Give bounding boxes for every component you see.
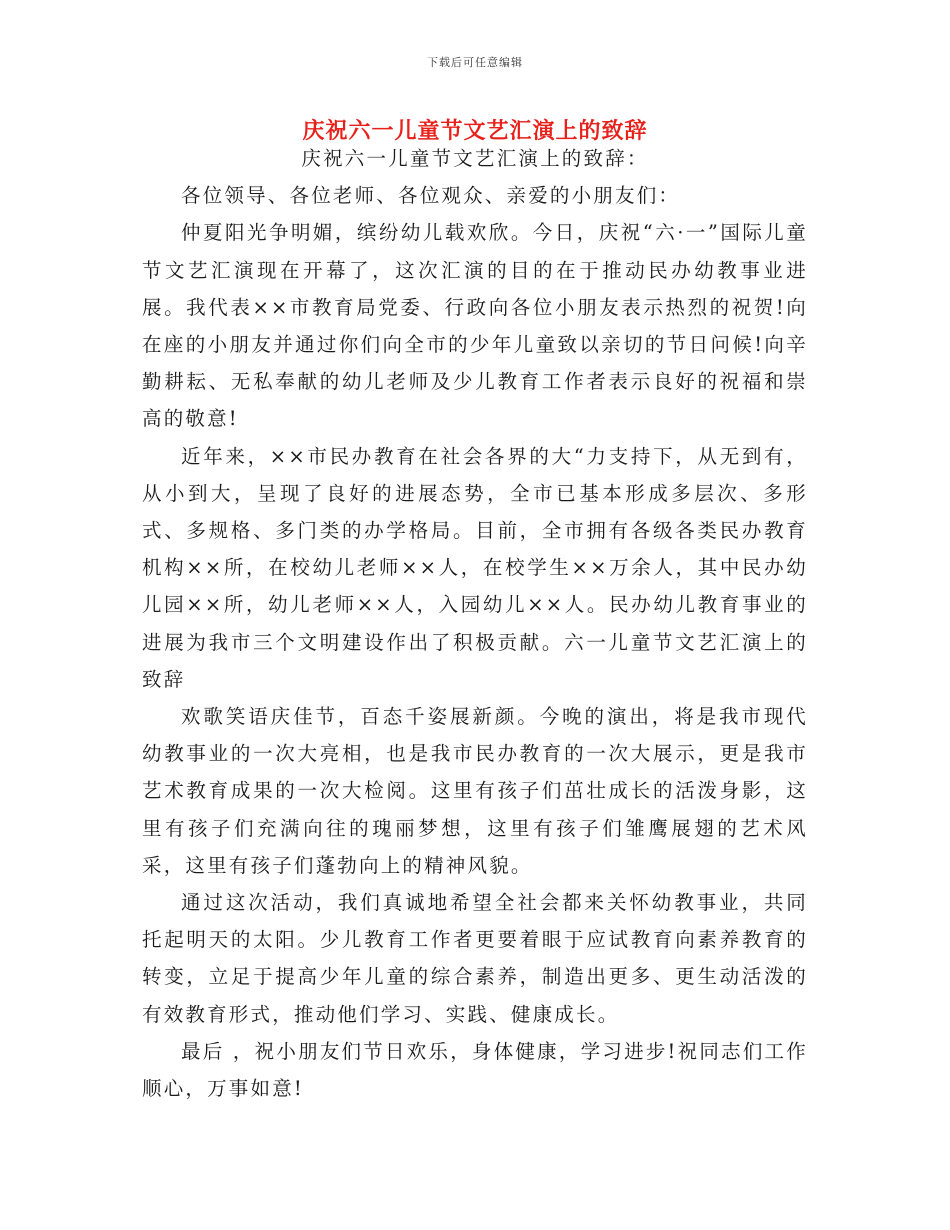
greeting-line: 各位领导、各位老师、各位观众、亲爱的小朋友们： xyxy=(181,184,681,208)
paragraph-development: 近年来，××市民办教育在社会各界的大“力支持下，从无到有，从小到大，呈现了良好的进展态势，全市已基本形成多层次、多形式、多规格、多门类的办学格局。目前，全市拥有各级各类民办教育机构××所，在校幼儿老师××人，在校学生××万余人，其中民办幼儿园××所，幼儿老师××人，入园幼儿××人。民办幼儿教育事业的进展为我市三个文明建设作出了积极贡献。六一儿童节文艺汇演上的致辞 xyxy=(142,444,808,691)
document-title: 庆祝六一儿童节文艺汇演上的致辞 xyxy=(302,118,648,144)
header-note: 下载后可任意编辑 xyxy=(427,56,523,69)
paragraph-appeal: 通过这次活动，我们真诚地希望全社会都来关怀幼教事业，共同托起明天的太阳。少儿教育工作者更要着眼于应试教育向素养教育的转变，立足于提高少年儿童的综合素养，制造出更多、更生动活泼的有效教育形式，推动他们学习、实践、健康成长。 xyxy=(142,891,808,1026)
paragraph-performance: 欢歌笑语庆佳节，百态千姿展新颜。今晚的演出，将是我市现代幼教事业的一次大亮相，也是我市民办教育的一次大展示，更是我市艺术教育成果的一次大检阅。这里有孩子们茁壮成长的活泼身影，这里有孩子们充满向往的瑰丽梦想，这里有孩子们雏鹰展翅的艺术风采，这里有孩子们蓬勃向上的精神风貌。 xyxy=(142,705,808,877)
paragraph-closing: 最后 ，祝小朋友们节日欢乐，身体健康，学习进步!祝同志们工作顺心，万事如意! xyxy=(142,1039,808,1101)
paragraph-opening: 仲夏阳光争明媚，缤纷幼儿载欢欣。今日，庆祝“六·一”国际儿童节文艺汇演现在开幕了，这次汇演的目的在于推动民办幼教事业进展。我代表××市教育局党委、行政向各位小朋友表示热烈的祝贺!向在座的小朋友并通过你们向全市的少年儿童致以亲切的节日问候!向辛勤耕耘、无私奉献的幼儿老师及少儿教育工作者表示良好的祝福和崇高的敬意! xyxy=(142,221,808,431)
document-body xyxy=(142,140,808,1107)
document-subtitle: 庆祝六一儿童节文艺汇演上的致辞： xyxy=(301,147,649,170)
